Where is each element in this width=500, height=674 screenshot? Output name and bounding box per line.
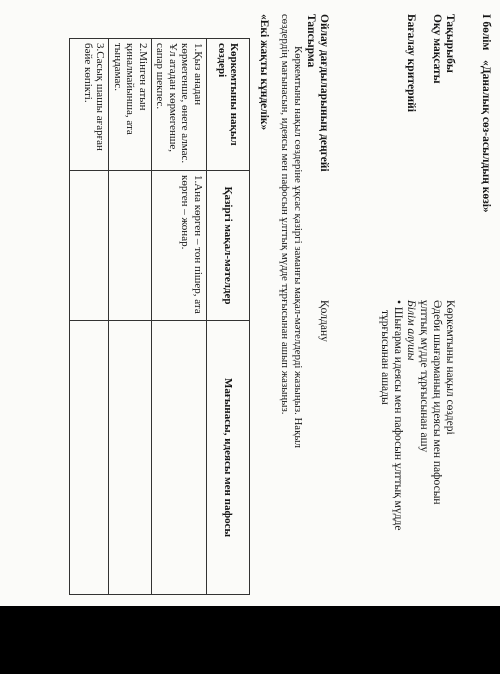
section-title: «Даналық сөз-асылдың көзі» <box>480 60 492 213</box>
topic-label: Тақырыбы <box>444 14 456 73</box>
task-label: Тапсырма <box>305 14 317 68</box>
criteria-intro: Білім алушы <box>405 300 417 361</box>
table-cell: 1.Ана көрген – тон пішер, ата көрген – жонар. <box>152 171 207 321</box>
section-label: І бөлім <box>480 14 492 51</box>
table-cell <box>70 321 109 595</box>
column-header: Қазіргі мақал-мәтелдер <box>207 171 250 321</box>
table-cell <box>152 321 207 595</box>
table-cell: 1.Қыз анадан көрмегенше, өнеге алмас. Ұл атадан көрмегенше, сапар шекпес. <box>152 39 207 171</box>
black-bottom-area <box>0 606 500 674</box>
criteria-bullet: • Шығарма идеясы мен пафосын ұлттық мүдде <box>392 300 404 531</box>
double-entry-table <box>70 38 251 595</box>
table-cell: 3.Сасық шашы ағарған бәйе көпікті. <box>70 39 109 171</box>
topic-value: Көркемтыны нақыл сөздері <box>444 300 456 435</box>
column-header: Мағынасы, идеясы мен пафосы <box>207 321 250 595</box>
quote-title: «Екі жақты кұнделік» <box>258 14 270 131</box>
column-header: Көркемтыны нақыл сөздері <box>207 39 250 171</box>
table-row <box>152 39 207 595</box>
table-cell <box>109 171 152 321</box>
table-cell <box>109 321 152 595</box>
goal-value-line-2: ұлттық мүдде тұрғысынан ашу <box>418 300 430 453</box>
table-header-row <box>207 39 250 595</box>
criteria-bullet-line-2: тұрғысынан ашады <box>379 310 391 405</box>
thinking-level-label: Ойлау дағдыларының деңгейі <box>318 14 330 172</box>
criteria-label: Бағалау критерийі <box>405 14 417 112</box>
goal-label: Оқу мақсаты <box>431 14 443 84</box>
table-cell <box>70 171 109 321</box>
table-cell: 2.Мінген атын қиналмайынша, ата тыңдамас. <box>109 39 152 171</box>
goal-value-line-1: Әдеби шығарманың идеясы мен пафосын <box>431 300 443 505</box>
thinking-level-value: Қолдану <box>318 300 330 342</box>
task-line-2: сөздердің мағынасын, идеясы мен пафосын ұлттық мүдде тұрғысынан ашып жазыңыз. <box>279 14 291 415</box>
task-line-1: Көркемтыны нақыл сөздеріне ұқсас қазіргі заманғы мақал-мәтелдерді жазыңыз. Нақыл <box>292 46 304 448</box>
table-row <box>109 39 152 595</box>
table-row <box>70 39 109 595</box>
